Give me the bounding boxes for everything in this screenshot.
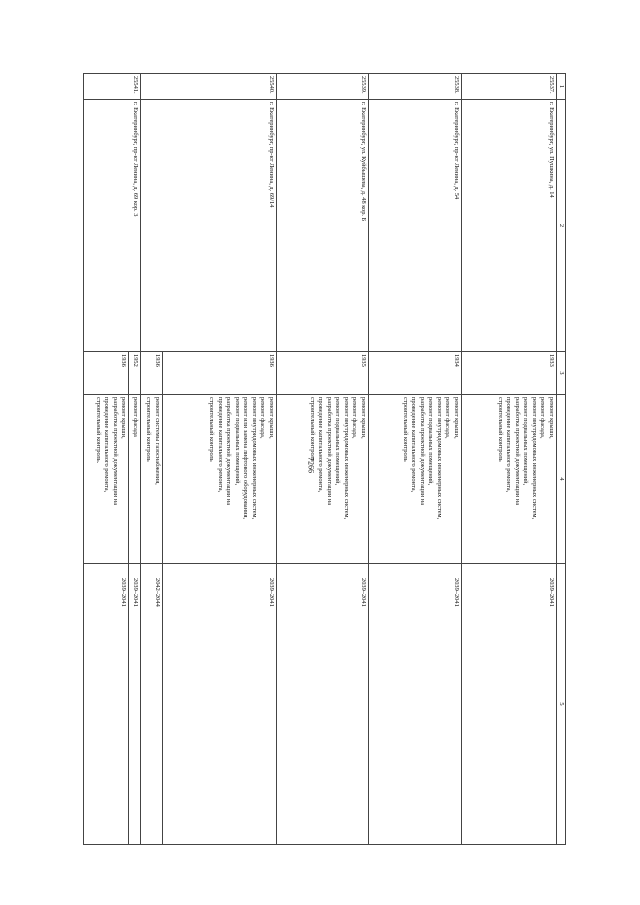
- work-item: ремонт фасада,: [539, 397, 547, 439]
- table-row: [162, 74, 276, 845]
- work-item: разработка проектной документации на: [325, 397, 333, 506]
- row-number: 25538.: [368, 74, 461, 100]
- header-col-1: 1: [556, 74, 565, 100]
- row-year: 1952: [129, 352, 140, 395]
- row-term: 2039–2041: [129, 564, 140, 845]
- row-term: 2042–2044: [140, 564, 162, 845]
- row-year: 1936: [140, 352, 162, 395]
- header-col-5: 5: [556, 564, 565, 845]
- row-address: г. Екатеринбург, ул. Куйбышева, д. 48 кор. Б: [276, 100, 368, 352]
- row-works: [129, 395, 140, 564]
- row-works: [461, 395, 556, 564]
- work-item: ремонт фасада,: [351, 397, 359, 439]
- row-year: 1933: [461, 352, 556, 395]
- work-item: проведение капитального ремонта,: [216, 397, 224, 493]
- work-item: разработка проектной документации на: [418, 397, 426, 506]
- row-year: 1934: [368, 352, 461, 395]
- header-col-4: 4: [556, 395, 565, 564]
- row-year: 1936: [84, 352, 129, 395]
- work-item: строительный контроль: [145, 397, 153, 462]
- table-row: [461, 74, 556, 845]
- header-col-3: 3: [556, 352, 565, 395]
- work-item: проведение капитального ремонта,: [103, 397, 111, 493]
- work-item: ремонт подвальных помещений,: [334, 397, 342, 486]
- repair-schedule-table: [83, 73, 566, 845]
- row-number: 25541.: [84, 74, 140, 100]
- row-term: 2039–2041: [368, 564, 461, 845]
- row-address: г. Екатеринбург, ул. Пушкина, д. 14: [461, 100, 556, 352]
- row-number: 25539.: [276, 74, 368, 100]
- page-number: 7266: [306, 457, 316, 473]
- work-item: ремонт фасада,: [259, 397, 267, 439]
- work-item: ремонт подвальных помещений,: [233, 397, 241, 486]
- work-item: проведение капитального ремонта,: [410, 397, 418, 493]
- work-item: ремонт фасада: [131, 397, 139, 437]
- work-item: ремонт внутридомовых инженерных систем,: [342, 397, 350, 520]
- work-item: ремонт системы газоснабжения,: [153, 397, 161, 485]
- work-item: ремонт крыши,: [452, 397, 460, 439]
- work-item: ремонт внутридомовых инженерных систем,: [250, 397, 258, 520]
- row-term: 2039–2041: [84, 564, 129, 845]
- work-item: ремонт подвальных помещений,: [427, 397, 435, 486]
- row-year: 1935: [276, 352, 368, 395]
- row-address: г. Екатеринбург, пр-кт Ленина, д. 69 кор. 3: [84, 100, 140, 352]
- work-item: разработка проектной документации на: [513, 397, 521, 506]
- work-item: строительный контроль: [496, 397, 504, 462]
- work-item: строительный контроль: [208, 397, 216, 462]
- work-item: ремонт крыши,: [359, 397, 367, 439]
- table-container: [83, 73, 566, 844]
- work-item: ремонт внутридомовых инженерных систем,: [435, 397, 443, 520]
- rotated-table-frame: [83, 73, 566, 844]
- table-row: [276, 74, 368, 845]
- row-works: [162, 395, 276, 564]
- work-item: проведение капитального ремонта,: [505, 397, 513, 493]
- work-item: строительный контроль: [401, 397, 409, 462]
- work-item: ремонт фасада,: [444, 397, 452, 439]
- row-address: г. Екатеринбург, пр-кт Ленина, д. 54: [368, 100, 461, 352]
- row-term: 2039–2041: [162, 564, 276, 845]
- work-item: разработка проектной документации на: [225, 397, 233, 506]
- row-year: 1936: [162, 352, 276, 395]
- row-number: 25540.: [140, 74, 276, 100]
- work-item: строительный контроль: [308, 397, 316, 462]
- work-item: строительный контроль.: [94, 397, 102, 464]
- table-row: [368, 74, 461, 845]
- work-item: ремонт подвальных помещений,: [522, 397, 530, 486]
- row-works: [84, 395, 129, 564]
- work-item: ремонт крыши,: [547, 397, 555, 439]
- work-item: ремонт или замена лифтового оборудования,: [242, 397, 250, 520]
- work-item: ремонт крыши,: [267, 397, 275, 439]
- work-item: ремонт крыши,: [120, 397, 128, 439]
- row-address: г. Екатеринбург, пр-кт Ленина, д. 69/14: [140, 100, 276, 352]
- work-item: разработка проектной документации на: [111, 397, 119, 506]
- table-row: [129, 74, 140, 845]
- work-item: ремонт внутридомовых инженерных систем,: [530, 397, 538, 520]
- row-number: 25537.: [461, 74, 556, 100]
- table-header-row: [556, 74, 565, 845]
- row-works: [368, 395, 461, 564]
- row-term: 2039–2041: [276, 564, 368, 845]
- row-works: [276, 395, 368, 564]
- header-col-2: 2: [556, 100, 565, 352]
- row-term: 2039–2041: [461, 564, 556, 845]
- row-works: [140, 395, 162, 564]
- work-item: проведение капитального ремонта,: [317, 397, 325, 493]
